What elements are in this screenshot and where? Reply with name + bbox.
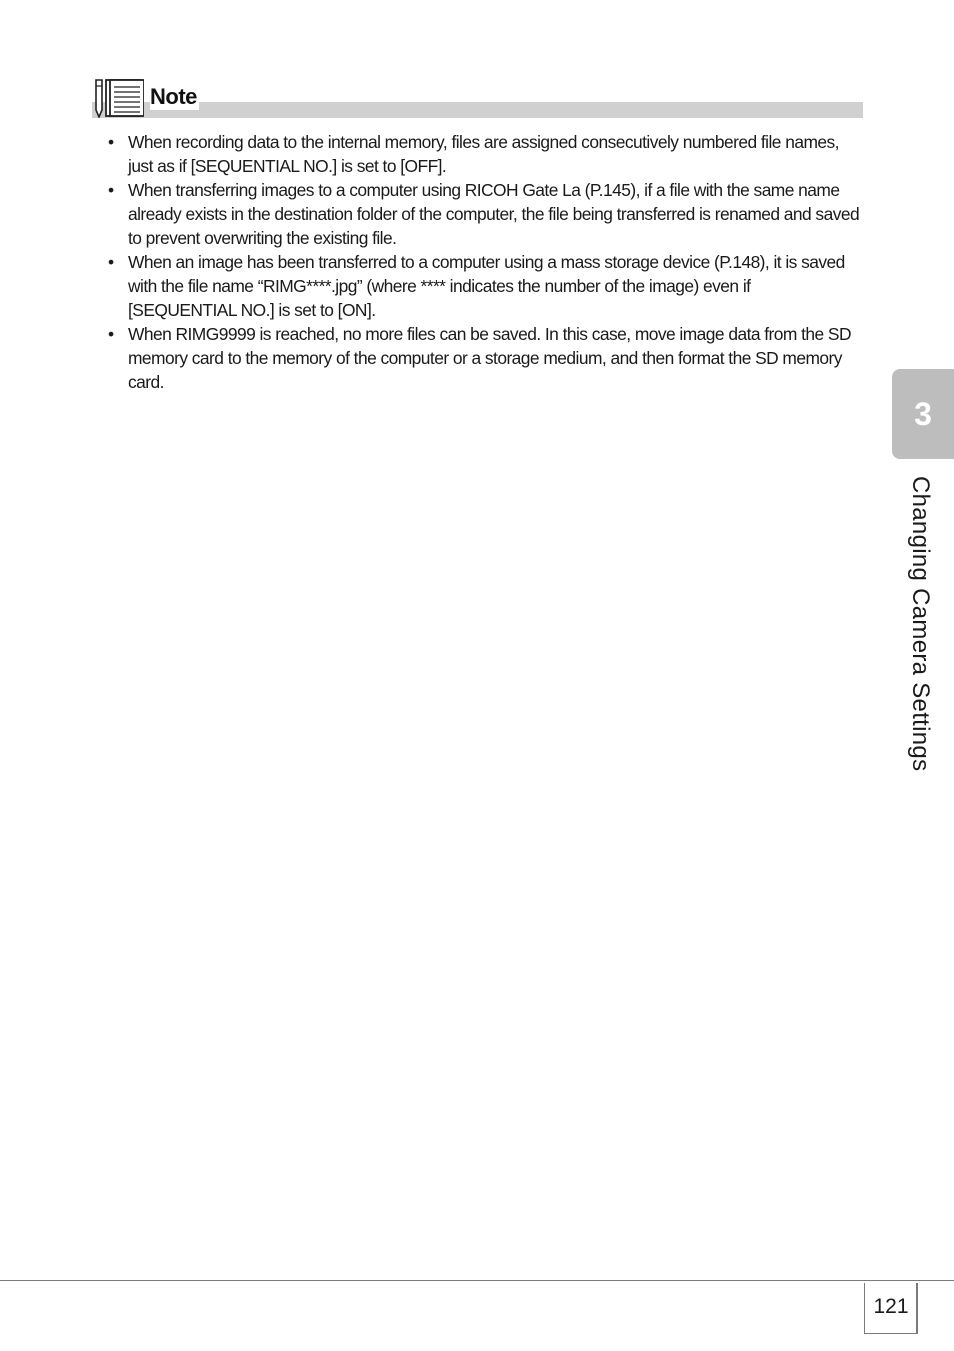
- list-item: • When transferring images to a computer using RICOH Gate La (P.145), if a file with the same name already exists in the destination folder of the computer, the file being transferred is renamed and saved to prevent overwriting the existing file.: [108, 178, 860, 250]
- note-title: Note: [150, 84, 197, 109]
- note-list: [108, 130, 860, 394]
- list-item: • When an image has been transferred to a computer using a mass storage device (P.148), it is saved with the file name “RIMG****.jpg” (where **** indicates the number of the image) even if [SEQUENTIAL NO.] is set to [ON].: [108, 250, 860, 322]
- list-item: • When recording data to the internal memory, files are assigned consecutively numbered file names, just as if [SEQUENTIAL NO.] is set to [OFF].: [108, 130, 860, 178]
- chapter-title: Changing Camera Settings: [907, 476, 934, 772]
- note-header-bar: [92, 102, 863, 118]
- chapter-tab: [892, 369, 954, 459]
- note-pad-icon: [94, 78, 144, 118]
- page-number-box: [864, 1283, 918, 1334]
- list-item: • When RIMG9999 is reached, no more files can be saved. In this case, move image data from the SD memory card to the memory of the computer or a storage medium, and then format the SD memory card.: [108, 322, 860, 394]
- page-number: 121: [873, 1295, 909, 1318]
- note-header: [92, 76, 864, 120]
- footer-rule: [0, 1280, 954, 1281]
- chapter-number: 3: [914, 396, 932, 432]
